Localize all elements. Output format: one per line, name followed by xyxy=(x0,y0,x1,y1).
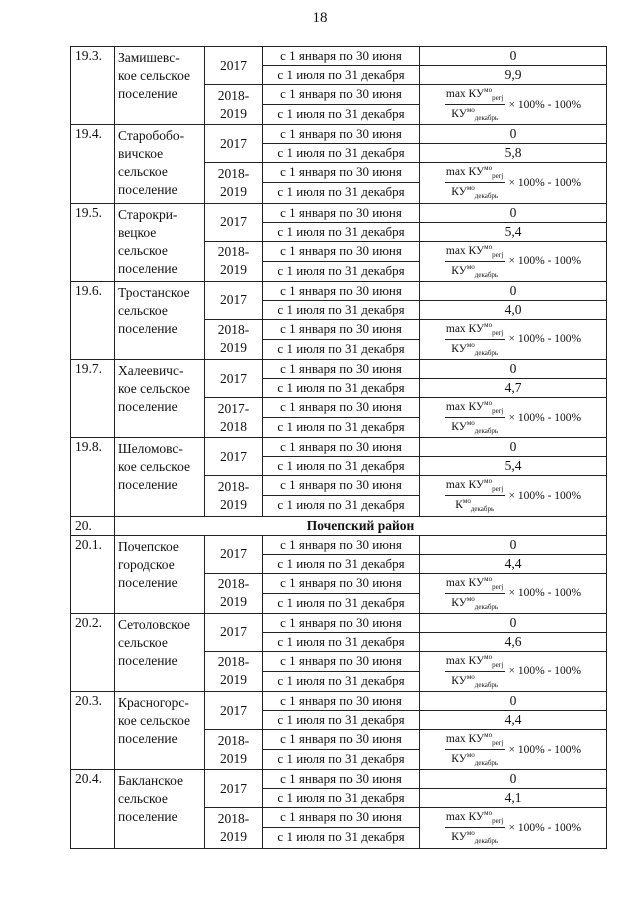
period: с 1 января по 30 июня xyxy=(263,770,420,789)
formula-cell xyxy=(420,730,607,770)
settlement-name: Халеевичс- кое сельское поселение xyxy=(115,360,205,438)
period: с 1 июля по 31 декабря xyxy=(263,828,420,848)
period: с 1 января по 30 июня xyxy=(263,613,420,632)
year: 2017 xyxy=(205,770,263,808)
formula: $\frac{\max КУ^{мо}_{регj}}{КУ^{мо}_{декабрь}}$ × 100% - 100% xyxy=(445,574,582,611)
period: с 1 января по 30 июня xyxy=(263,47,420,66)
section-title: Почепский район xyxy=(115,516,607,535)
period: с 1 января по 30 июня xyxy=(263,730,420,750)
table-row xyxy=(71,281,607,300)
section-row xyxy=(71,516,607,535)
value: 0 xyxy=(420,125,607,144)
period: с 1 июля по 31 декабря xyxy=(263,711,420,730)
period: с 1 января по 30 июня xyxy=(263,692,420,711)
settlement-name: Замишевс- кое сельское поселение xyxy=(115,47,205,125)
row-number: 19.5. xyxy=(71,203,115,281)
table-row xyxy=(71,692,607,711)
formula-cell xyxy=(420,808,607,848)
value: 4,0 xyxy=(420,300,607,319)
row-number: 19.3. xyxy=(71,47,115,125)
period: с 1 января по 30 июня xyxy=(263,651,420,671)
year: 2018- 2019 xyxy=(205,808,263,848)
value: 0 xyxy=(420,360,607,379)
period: с 1 июля по 31 декабря xyxy=(263,261,420,281)
period: с 1 июля по 31 декабря xyxy=(263,183,420,203)
value: 5,4 xyxy=(420,457,607,476)
year: 2017 xyxy=(205,125,263,163)
year: 2017 xyxy=(205,281,263,319)
period: с 1 января по 30 июня xyxy=(263,476,420,496)
period: с 1 января по 30 июня xyxy=(263,398,420,418)
value: 0 xyxy=(420,613,607,632)
value: 4,4 xyxy=(420,711,607,730)
formula-cell xyxy=(420,163,607,203)
value: 0 xyxy=(420,535,607,554)
formula: $\frac{\max КУ^{мо}_{регj}}{К^{мо}_{декабрь}}$ × 100% - 100% xyxy=(445,477,582,514)
settlement-name: Бакланское сельское поселение xyxy=(115,770,205,848)
settlement-name: Сетоловское сельское поселение xyxy=(115,613,205,691)
period: с 1 июля по 31 декабря xyxy=(263,750,420,770)
period: с 1 июля по 31 декабря xyxy=(263,66,420,85)
value: 4,4 xyxy=(420,554,607,573)
page-number: 18 xyxy=(312,10,328,26)
formula-cell xyxy=(420,241,607,281)
year: 2017 xyxy=(205,203,263,241)
period: с 1 июля по 31 декабря xyxy=(263,418,420,438)
value: 0 xyxy=(420,47,607,66)
row-number: 19.7. xyxy=(71,360,115,438)
formula: $\frac{\max КУ^{мо}_{регj}}{КУ^{мо}_{декабрь}}$ × 100% - 100% xyxy=(445,731,582,768)
year: 2017 xyxy=(205,360,263,398)
period: с 1 января по 30 июня xyxy=(263,535,420,554)
period: с 1 января по 30 июня xyxy=(263,203,420,222)
row-number: 20.1. xyxy=(71,535,115,613)
formula: $\frac{\max КУ^{мо}_{регj}}{КУ^{мо}_{декабрь}}$ × 100% - 100% xyxy=(445,809,582,846)
period: с 1 января по 30 июня xyxy=(263,319,420,339)
year: 2017 xyxy=(205,613,263,651)
period: с 1 января по 30 июня xyxy=(263,808,420,828)
period: с 1 июля по 31 декабря xyxy=(263,222,420,241)
period: с 1 июля по 31 декабря xyxy=(263,789,420,808)
value: 0 xyxy=(420,770,607,789)
formula: $\frac{\max КУ^{мо}_{регj}}{КУ^{мо}_{декабрь}}$ × 100% - 100% xyxy=(445,242,582,279)
section-number: 20. xyxy=(71,516,115,535)
formula-cell xyxy=(420,319,607,359)
table-row xyxy=(71,125,607,144)
formula: $\frac{\max КУ^{мо}_{регj}}{КУ^{мо}_{декабрь}}$ × 100% - 100% xyxy=(445,86,582,123)
formula-cell xyxy=(420,651,607,691)
table-row xyxy=(71,535,607,554)
value: 4,7 xyxy=(420,379,607,398)
period: с 1 января по 30 июня xyxy=(263,85,420,105)
year: 2018- 2019 xyxy=(205,241,263,281)
year: 2018- 2019 xyxy=(205,651,263,691)
period: с 1 июля по 31 декабря xyxy=(263,105,420,125)
year: 2017- 2018 xyxy=(205,398,263,438)
period: с 1 июля по 31 декабря xyxy=(263,671,420,691)
value: 0 xyxy=(420,281,607,300)
formula-cell xyxy=(420,85,607,125)
period: с 1 июля по 31 декабря xyxy=(263,379,420,398)
table-row xyxy=(71,438,607,457)
formula-cell xyxy=(420,476,607,516)
settlement-name: Старокри- вецкое сельское поселение xyxy=(115,203,205,281)
year: 2017 xyxy=(205,535,263,573)
year: 2018- 2019 xyxy=(205,85,263,125)
value: 4,6 xyxy=(420,632,607,651)
period: с 1 января по 30 июня xyxy=(263,125,420,144)
value: 0 xyxy=(420,692,607,711)
period: с 1 июля по 31 декабря xyxy=(263,457,420,476)
period: с 1 июля по 31 декабря xyxy=(263,554,420,573)
settlement-name: Старобобо- вичское сельское поселение xyxy=(115,125,205,203)
period: с 1 января по 30 июня xyxy=(263,438,420,457)
row-number: 19.6. xyxy=(71,281,115,359)
formula-cell xyxy=(420,573,607,613)
period: с 1 июля по 31 декабря xyxy=(263,593,420,613)
period: с 1 января по 30 июня xyxy=(263,360,420,379)
formula: $\frac{\max КУ^{мо}_{регj}}{КУ^{мо}_{декабрь}}$ × 100% - 100% xyxy=(445,652,582,689)
value: 0 xyxy=(420,438,607,457)
table-row xyxy=(71,360,607,379)
table-row xyxy=(71,770,607,789)
formula-cell xyxy=(420,398,607,438)
period: с 1 января по 30 июня xyxy=(263,573,420,593)
year: 2018- 2019 xyxy=(205,476,263,516)
formula: $\frac{\max КУ^{мо}_{регj}}{КУ^{мо}_{декабрь}}$ × 100% - 100% xyxy=(445,320,582,357)
year: 2017 xyxy=(205,692,263,730)
settlement-name: Шеломовс- кое сельское поселение xyxy=(115,438,205,516)
table-row xyxy=(71,47,607,66)
row-number: 19.4. xyxy=(71,125,115,203)
value: 4,1 xyxy=(420,789,607,808)
period: с 1 января по 30 июня xyxy=(263,281,420,300)
period: с 1 июля по 31 декабря xyxy=(263,632,420,651)
year: 2018- 2019 xyxy=(205,573,263,613)
tariff-table xyxy=(70,46,607,849)
row-number: 20.3. xyxy=(71,692,115,770)
settlement-name: Тростанское сельское поселение xyxy=(115,281,205,359)
formula: $\frac{\max КУ^{мо}_{регj}}{КУ^{мо}_{декабрь}}$ × 100% - 100% xyxy=(445,164,582,201)
period: с 1 января по 30 июня xyxy=(263,163,420,183)
settlement-name: Почепское городское поселение xyxy=(115,535,205,613)
row-number: 20.4. xyxy=(71,770,115,848)
formula: $\frac{\max КУ^{мо}_{регj}}{КУ^{мо}_{декабрь}}$ × 100% - 100% xyxy=(445,399,582,436)
period: с 1 июля по 31 декабря xyxy=(263,339,420,359)
row-number: 20.2. xyxy=(71,613,115,691)
year: 2017 xyxy=(205,47,263,85)
value: 9,9 xyxy=(420,66,607,85)
period: с 1 июля по 31 декабря xyxy=(263,300,420,319)
table-row xyxy=(71,203,607,222)
period: с 1 июля по 31 декабря xyxy=(263,496,420,516)
year: 2018- 2019 xyxy=(205,730,263,770)
period: с 1 июля по 31 декабря xyxy=(263,144,420,163)
value: 5,4 xyxy=(420,222,607,241)
period: с 1 января по 30 июня xyxy=(263,241,420,261)
table-row xyxy=(71,613,607,632)
year: 2018- 2019 xyxy=(205,163,263,203)
row-number: 19.8. xyxy=(71,438,115,516)
value: 5,8 xyxy=(420,144,607,163)
year: 2018- 2019 xyxy=(205,319,263,359)
year: 2017 xyxy=(205,438,263,476)
value: 0 xyxy=(420,203,607,222)
settlement-name: Красногорс- кое сельское поселение xyxy=(115,692,205,770)
